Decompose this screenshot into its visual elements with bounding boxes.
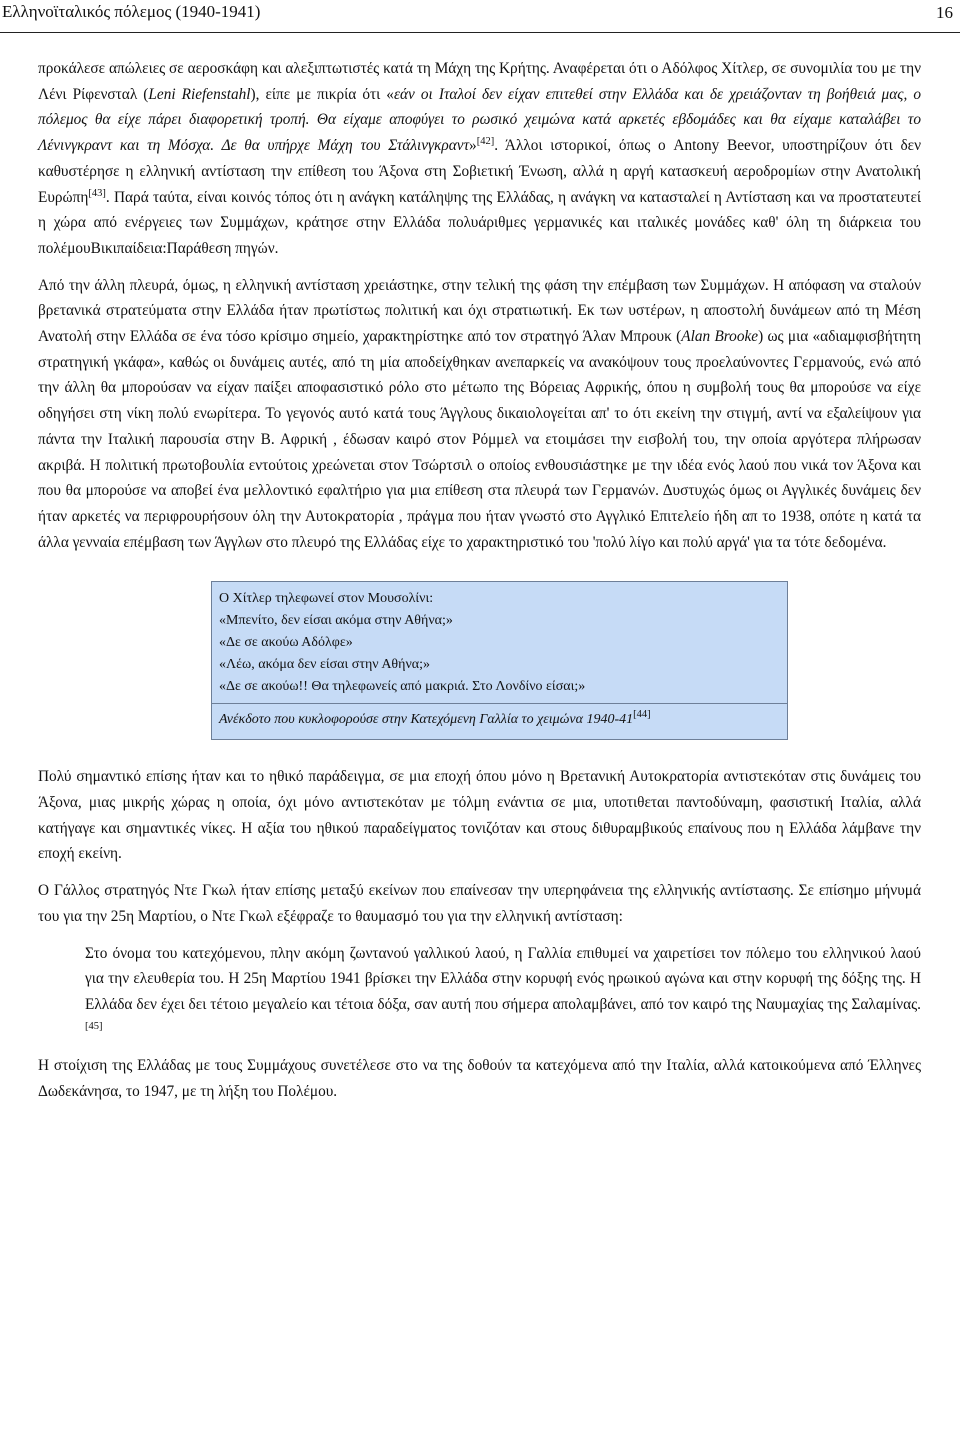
text-run: προκάλεσε απώλειες σε αεροσκάφη και αλεξιπτωτιστές κατά τη Μάχη της Κρήτης. Αναφέρεται ότι ο Αδόλφος Χίτλερ, σε συνομιλία του με την Λένι Ρίφενσταλ ( [38,60,921,103]
text-run: Από την άλλη πλευρά, όμως, η ελληνική αντίσταση χρειάστηκε, στην τελική της φάση την επέμβαση των Συμμάχων. Η απόφαση να σταλούν βρετανικά στρατεύματα στην Ελλάδα ήταν πρωτίστως πολιτική και όχι στρατιωτική. Εκ των υστέρων, η αποστολή δυνάμεων από τη Μέση Ανατολή στην Ελλάδα σε ένα τόσο κρίσιμο σημείο, χαρακτηρίστηκε από τον στρατηγό Άλαν Μπρουκ ( [38,276,921,346]
text-run: . Παρά ταύτα, είναι κοινός τόπος ότι η ανάγκη κατάληψης της Ελλάδας, η ανάγκη να κατασταλεί η Αντίσταση και να προστατευτεί η χώρα από ενέργειες των Συμμάχων, κράτησε στην Ελλάδα πολυάριθμες γερμανικές και ιταλικές μονάδες καθ' όλη τη διάρκεια του πολέμουΒικιπαίδεια:Παράθεση πηγών. [38,188,921,257]
quote-italic: εάν οι Ιταλοί δεν είχαν επιτεθεί στην Ελλάδα και δε χρειάζονταν τη βοήθειά μας, ο πόλεμος θα είχε πάρει διαφορετική τροπή. Θα είχαμε αποφύγει το ρωσικό χειμώνα κατά αρκετές εβδομάδες και θα είχαμε καταλάβει το Λένινγκραντ και τη Μόσχα. Δε θα υπήρχε Μάχη του Στάλινγκραντ [38,85,921,155]
anecdote-line: «Δε σε ακούω Αδόλφε» [219,634,353,650]
page-header [0,0,960,33]
paragraph-de-gaulle: Ο Γάλλος στρατηγός Ντε Γκωλ ήταν επίσης μεταξύ εκείνων που επαίνεσαν την υπερηφάνεια της ελληνικής αντίστασης. Σε επίσημο μήνυμά του για την 25η Μαρτίου, ο Ντε Γκωλ εξέφραζε το θαυμασμό του για την ελληνική αντίσταση: [38,882,921,925]
text-run-italic: Leni Riefenstahl [148,85,251,103]
reference-44[interactable]: [44] [633,709,651,721]
anecdote-dialogue [212,582,787,703]
anecdote-box [211,581,788,740]
caption-text: Ανέκδοτο που κυκλοφορούσε στην Κατεχόμενη Γαλλία το χειμώνα 1940-41 [219,712,634,728]
paragraph-allied-intervention [38,273,921,556]
reference-42[interactable]: [42] [476,136,495,148]
paragraph-moral-example: Πολύ σημαντικό επίσης ήταν και το ηθικό παράδειγμα, σε μια εποχή όπου μόνο η Βρετανική Αυτοκρατορία αντιστεκόταν στις δυνάμεις του Άξονα, μιας μικρής χώρας η οποία, όχι μόνο αντιστεκόταν με τόλμη ενάντια σε μια, υποτιθεται παντοδύναμη, φασιστική Ιταλία, αλλά κατήγαγε και σημαντικές νίκες. Η αξία του ηθικού παραδείγματος τονιζόταν και στους διθυραμβικούς επαίνους που η Ελλάδα λάμβανε την εποχή εκείνη. [38,768,921,863]
anecdote-line: Ο Χίτλερ τηλεφωνεί στον Μουσολίνι: [219,591,434,607]
text-run: ), είπε με πικρία ότι « [250,85,394,103]
text-run: Στο όνομα του κατεχόμενου, πλην ακόμη ζωντανού γαλλικού λαού, η Γαλλία επιθυμεί να χαιρετίσει τον πόλεμο του ελληνικού λαού για την ελευθερία του. Η 25η Μαρτίου 1941 βρίσκει την Ελλάδα στην κορυφή ενός ηρωικού αγώνα και στην κορυφή της δόξης της. Η Ελλάδα δεν έχει δει τέτοιο μεγαλείο και τέτοια δόξα, σαν αυτή που σήμερα απολαμβάνει, από τον καιρό της Ναυμαχίας της Σαλαμίνας. [85,944,921,1013]
text-run: ) ως μια «αδιαμφισβήτητη στρατηγική γκάφα», καθώς οι δυνάμεις αυτές, από τη μία αποδείχθηκαν ανεπαρκείς να ανακόψουν τους προελαύνοντες Γερμανούς, ενώ από την άλλη θα μπορούσαν να είχαν παίξει αποφασιστικό ρόλο στο μέτωπο της Βόρειας Αφρικής, όπου η συμβολή τους θα μπορούσε να είχε οδηγήσει στη νίκη πολύ ενωρίτερα. Το γεγονός αυτό κατά τους Άγγλους δικαιολογείται απ' το ότι εκείνη την στιγμή, αντί να εξαλείψουν για πάντα την Ιταλική παρουσία στην Β. Αφρική , έδωσαν καιρό στον Ρόμμελ να ετοιμάσει την εισβολή του, την οποία αργότερα πλήρωσαν ακριβά. Η πολιτική πρωτοβουλία εντούτοις χρεώνεται στον Τσώρτσιλ ο οποίος ενθουσιάστηκε με την ιδέα ενός λαού που νικά τον Άξονα και που θα μπορούσε να αποβεί ένα μελλοντικό εφαλτήριο για μια επίθεση στα πλευρά των Γερμανών. Δυστυχώς όμως οι Αγγλικές δυνάμεις δεν ήταν αρκετές να περιφρουρήσουν όλη την Αυτοκρατορία , πράγμα που ήταν γνωστό στο Αγγλικό Επιτελείο ήδη απ το 1938, οπότε η κατά τα άλλα γενναία επέμβαση των Άγγλων στο πλευρό της Ελλάδας είχε το χαρακτηριστικό του 'πολύ λίγο και πολύ αργά' για τα τότε δεδομένα. [38,328,921,551]
text-run-italic: Alan Brooke [681,328,759,346]
paragraph-dodecanese: Η στοίχιση της Ελλάδας με τους Συμμάχους συνετέλεσε στο να της δοθούν τα κατεχόμενα από την Ιταλία, αλλά κατοικούμενα από Έλληνες Δωδεκάνησα, το 1947, με τη λήξη του Πολέμου. [38,1057,921,1101]
de-gaulle-quote [85,941,921,1044]
anecdote-line: «Δε σε ακούω!! Θα τηλεφωνείς από μακριά. Στο Λονδίνο είσαι;» [219,678,586,694]
paragraph-hitler-quote [38,56,921,262]
anecdote-line: «Μπενίτο, δεν είσαι ακόμα στην Αθήνα;» [219,613,453,629]
text-run: » [469,137,477,155]
reference-45[interactable]: [45] [85,1020,103,1032]
running-title: Ελληνοϊταλικός πόλεμος (1940-1941) [2,2,261,21]
blockquote-text [85,941,921,1044]
reference-43[interactable]: [43] [88,187,106,199]
page-number: 16 [936,3,953,22]
text-run: . Άλλοι ιστορικοί, όπως ο Antony Beevor, υποστηρίζουν ότι δεν καθυστέρησε η ελληνική αντίσταση την επίθεση του Άξονα στη Σοβιετική Ένωση, αλλά η αργή κατασκευή αεροδρομίων στην Ανατολική Ευρώπη [38,137,921,206]
article-body [38,56,921,1116]
anecdote-caption [212,703,787,739]
anecdote-line: «Λέω, ακόμα δεν είσαι στην Αθήνα;» [219,656,431,672]
